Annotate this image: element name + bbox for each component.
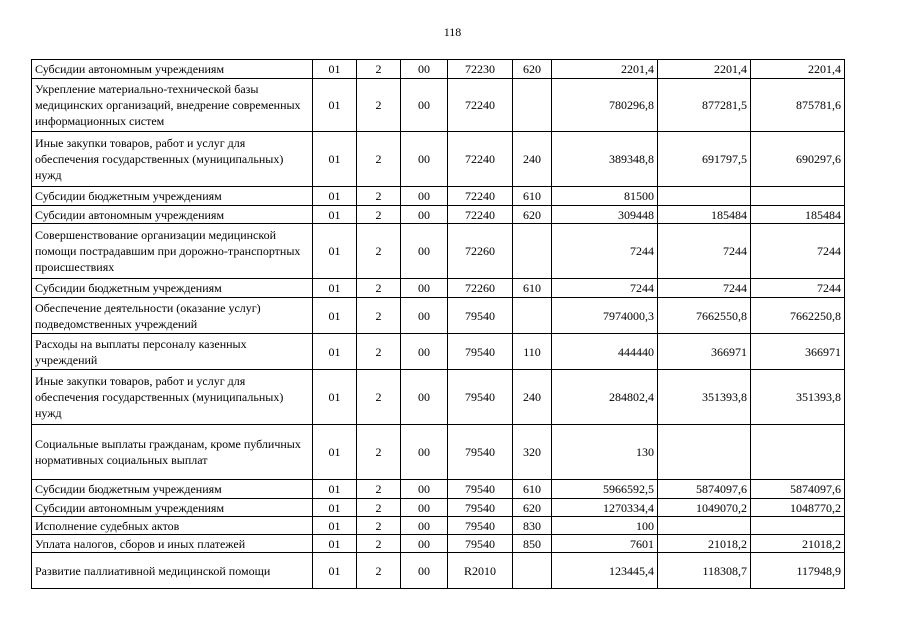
- row-name: Обеспечение деятельности (оказание услуг) подведомственных учреждений: [32, 298, 313, 334]
- table-row: [32, 224, 845, 279]
- row-code-direction: R2010: [448, 553, 513, 589]
- row-code-direction: 79540: [448, 535, 513, 553]
- row-code-subsection: 2: [357, 279, 401, 298]
- row-amount-3: 690297,6: [751, 132, 845, 187]
- row-code-direction: 72240: [448, 132, 513, 187]
- row-name: Субсидии бюджетным учреждениям: [32, 279, 313, 298]
- row-code-section: 01: [313, 224, 357, 279]
- row-code-expense-type: 850: [513, 535, 552, 553]
- row-code-subsection: 2: [357, 334, 401, 370]
- table-row: [32, 206, 845, 224]
- row-name: Уплата налогов, сборов и иных платежей: [32, 535, 313, 553]
- row-amount-2: 877281,5: [658, 79, 751, 132]
- table-row: [32, 60, 845, 79]
- row-code-subsection: 2: [357, 60, 401, 79]
- row-code-expense-type: 610: [513, 480, 552, 499]
- row-code-subsection: 2: [357, 298, 401, 334]
- row-code-expense-type: [513, 298, 552, 334]
- table-row: [32, 517, 845, 535]
- row-code-program: 00: [401, 517, 448, 535]
- row-code-subsection: 2: [357, 132, 401, 187]
- row-amount-3: 21018,2: [751, 535, 845, 553]
- row-code-section: 01: [313, 425, 357, 480]
- row-code-expense-type: 110: [513, 334, 552, 370]
- table-row: [32, 132, 845, 187]
- row-amount-2: 7662550,8: [658, 298, 751, 334]
- row-name: Укрепление материально-технической базы медицинских организаций, внедрение современных информационных систем: [32, 79, 313, 132]
- page-number: 118: [443, 25, 462, 39]
- row-amount-1: 389348,8: [552, 132, 658, 187]
- row-code-subsection: 2: [357, 206, 401, 224]
- row-amount-2: 7244: [658, 224, 751, 279]
- row-name: Расходы на выплаты персоналу казенных учреждений: [32, 334, 313, 370]
- row-amount-1: 130: [552, 425, 658, 480]
- row-amount-2: 21018,2: [658, 535, 751, 553]
- row-name: Иные закупки товаров, работ и услуг для обеспечения государственных (муниципальных) нужд: [32, 132, 313, 187]
- row-amount-3: 117948,9: [751, 553, 845, 589]
- row-name: Социальные выплаты гражданам, кроме публичных нормативных социальных выплат: [32, 425, 313, 480]
- row-code-subsection: 2: [357, 553, 401, 589]
- row-name: Совершенствование организации медицинской помощи пострадавшим при дорожно-транспортных происшествиях: [32, 224, 313, 279]
- row-code-direction: 79540: [448, 480, 513, 499]
- row-amount-2: 185484: [658, 206, 751, 224]
- row-amount-1: 123445,4: [552, 553, 658, 589]
- row-code-direction: 72240: [448, 206, 513, 224]
- row-amount-2: 2201,4: [658, 60, 751, 79]
- row-code-section: 01: [313, 187, 357, 206]
- row-name: Субсидии бюджетным учреждениям: [32, 480, 313, 499]
- row-code-expense-type: [513, 79, 552, 132]
- table-row: [32, 535, 845, 553]
- row-amount-3: 1048770,2: [751, 499, 845, 517]
- row-amount-1: 2201,4: [552, 60, 658, 79]
- row-code-program: 00: [401, 187, 448, 206]
- row-code-direction: 72240: [448, 79, 513, 132]
- row-code-program: 00: [401, 480, 448, 499]
- row-code-direction: 72240: [448, 187, 513, 206]
- table-row: [32, 480, 845, 499]
- row-code-program: 00: [401, 553, 448, 589]
- row-code-direction: 79540: [448, 425, 513, 480]
- row-amount-1: 780296,8: [552, 79, 658, 132]
- row-amount-3: [751, 425, 845, 480]
- row-code-expense-type: 240: [513, 370, 552, 425]
- row-name: Субсидии автономным учреждениям: [32, 60, 313, 79]
- row-code-direction: 72260: [448, 279, 513, 298]
- row-code-section: 01: [313, 535, 357, 553]
- row-amount-2: 1049070,2: [658, 499, 751, 517]
- row-amount-3: 7244: [751, 224, 845, 279]
- row-code-subsection: 2: [357, 187, 401, 206]
- row-code-program: 00: [401, 334, 448, 370]
- row-amount-1: 284802,4: [552, 370, 658, 425]
- row-amount-1: 309448: [552, 206, 658, 224]
- row-code-section: 01: [313, 480, 357, 499]
- table-row: [32, 334, 845, 370]
- row-amount-2: 691797,5: [658, 132, 751, 187]
- row-code-expense-type: [513, 553, 552, 589]
- row-name: Развитие паллиативной медицинской помощи: [32, 553, 313, 589]
- row-code-subsection: 2: [357, 79, 401, 132]
- row-code-subsection: 2: [357, 425, 401, 480]
- row-code-section: 01: [313, 79, 357, 132]
- row-code-subsection: 2: [357, 517, 401, 535]
- row-amount-2: 118308,7: [658, 553, 751, 589]
- row-code-expense-type: 620: [513, 499, 552, 517]
- row-code-subsection: 2: [357, 499, 401, 517]
- row-code-expense-type: 620: [513, 206, 552, 224]
- row-code-section: 01: [313, 553, 357, 589]
- budget-table: [31, 59, 845, 589]
- row-amount-3: 185484: [751, 206, 845, 224]
- table-row: [32, 79, 845, 132]
- table-row: [32, 298, 845, 334]
- row-code-section: 01: [313, 298, 357, 334]
- row-code-program: 00: [401, 535, 448, 553]
- row-code-program: 00: [401, 79, 448, 132]
- row-amount-1: 7244: [552, 224, 658, 279]
- table-row: [32, 187, 845, 206]
- row-amount-2: 366971: [658, 334, 751, 370]
- row-code-program: 00: [401, 60, 448, 79]
- row-code-section: 01: [313, 279, 357, 298]
- row-code-subsection: 2: [357, 370, 401, 425]
- row-amount-3: 366971: [751, 334, 845, 370]
- row-amount-2: 351393,8: [658, 370, 751, 425]
- row-amount-3: [751, 187, 845, 206]
- row-amount-1: 7974000,3: [552, 298, 658, 334]
- row-amount-3: 5874097,6: [751, 480, 845, 499]
- row-amount-2: [658, 425, 751, 480]
- row-name: Субсидии бюджетным учреждениям: [32, 187, 313, 206]
- table-row: [32, 425, 845, 480]
- row-amount-2: 5874097,6: [658, 480, 751, 499]
- row-code-expense-type: 320: [513, 425, 552, 480]
- row-code-program: 00: [401, 370, 448, 425]
- table-row: [32, 553, 845, 589]
- row-code-section: 01: [313, 370, 357, 425]
- row-name: Субсидии автономным учреждениям: [32, 206, 313, 224]
- row-name: Исполнение судебных актов: [32, 517, 313, 535]
- row-code-section: 01: [313, 517, 357, 535]
- table-row: [32, 279, 845, 298]
- row-amount-3: [751, 517, 845, 535]
- row-amount-3: 7244: [751, 279, 845, 298]
- row-code-direction: 79540: [448, 517, 513, 535]
- row-amount-2: 7244: [658, 279, 751, 298]
- row-code-program: 00: [401, 298, 448, 334]
- row-code-expense-type: 830: [513, 517, 552, 535]
- row-code-program: 00: [401, 279, 448, 298]
- row-code-expense-type: 240: [513, 132, 552, 187]
- row-amount-1: 7244: [552, 279, 658, 298]
- row-amount-1: 81500: [552, 187, 658, 206]
- row-code-subsection: 2: [357, 480, 401, 499]
- row-amount-3: 7662250,8: [751, 298, 845, 334]
- row-code-program: 00: [401, 499, 448, 517]
- row-code-section: 01: [313, 132, 357, 187]
- row-code-subsection: 2: [357, 224, 401, 279]
- table-body: [32, 60, 845, 589]
- row-amount-3: 2201,4: [751, 60, 845, 79]
- row-amount-3: 875781,6: [751, 79, 845, 132]
- table-row: [32, 499, 845, 517]
- row-code-expense-type: [513, 224, 552, 279]
- row-code-section: 01: [313, 206, 357, 224]
- row-name: Иные закупки товаров, работ и услуг для обеспечения государственных (муниципальных) нужд: [32, 370, 313, 425]
- row-code-section: 01: [313, 499, 357, 517]
- row-code-expense-type: 620: [513, 60, 552, 79]
- row-name: Субсидии автономным учреждениям: [32, 499, 313, 517]
- row-code-direction: 79540: [448, 298, 513, 334]
- row-code-subsection: 2: [357, 535, 401, 553]
- row-code-section: 01: [313, 60, 357, 79]
- row-amount-2: [658, 517, 751, 535]
- row-code-direction: 79540: [448, 370, 513, 425]
- row-code-program: 00: [401, 206, 448, 224]
- row-code-program: 00: [401, 224, 448, 279]
- row-code-direction: 79540: [448, 499, 513, 517]
- row-amount-3: 351393,8: [751, 370, 845, 425]
- row-code-section: 01: [313, 334, 357, 370]
- table-row: [32, 370, 845, 425]
- row-code-direction: 79540: [448, 334, 513, 370]
- row-code-expense-type: 610: [513, 279, 552, 298]
- row-code-expense-type: 610: [513, 187, 552, 206]
- row-amount-1: 444440: [552, 334, 658, 370]
- row-amount-1: 7601: [552, 535, 658, 553]
- row-code-direction: 72230: [448, 60, 513, 79]
- row-code-program: 00: [401, 132, 448, 187]
- row-amount-1: 1270334,4: [552, 499, 658, 517]
- row-code-program: 00: [401, 425, 448, 480]
- row-amount-2: [658, 187, 751, 206]
- row-amount-1: 5966592,5: [552, 480, 658, 499]
- row-code-direction: 72260: [448, 224, 513, 279]
- row-amount-1: 100: [552, 517, 658, 535]
